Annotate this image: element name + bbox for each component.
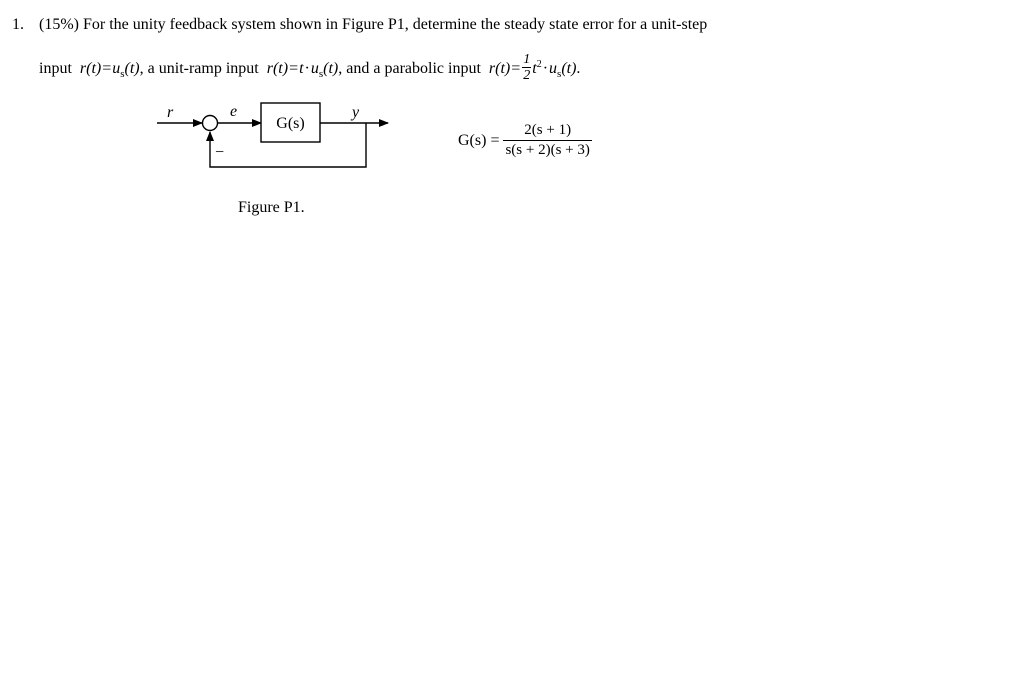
transfer-function-denominator: s(s + 2)(s + 3) [505, 142, 590, 158]
feedback-sign: − [215, 144, 225, 161]
parabolic-input-formula: r(t)= $\frac{1}{2}$ $t^2\cdot u_s(t)$ [488, 52, 577, 83]
ramp-input-formula: $r(t)=t\cdot u_s(t)$ [266, 60, 339, 81]
step-input-label: , a unit-ramp input [139, 60, 259, 78]
transfer-function-lhs: G(s) = [458, 131, 500, 149]
signal-r-label: r [167, 104, 174, 121]
problem-line-2 [39, 54, 580, 85]
ramp-input-label: , and a parabolic input [338, 60, 481, 78]
transfer-function-fraction [503, 121, 591, 160]
summing-junction [203, 116, 218, 131]
end-period: . [576, 60, 581, 78]
problem-text-line-1: For the unity feedback system shown in Figure P1, determine the steady state error for a unit-step [82, 16, 708, 33]
input-word: input [39, 60, 72, 78]
problem-number: 1. [12, 16, 24, 33]
one-half-fraction: $\frac{1}{2}$ [523, 52, 531, 83]
plant-block-label: G(s) [276, 115, 305, 132]
transfer-function [458, 121, 592, 160]
step-input-formula: $r(t)=u_s(t)$ [79, 60, 140, 81]
figure-caption: Figure P1. [238, 199, 305, 216]
problem-line-1 [12, 16, 707, 34]
signal-e-label: e [230, 103, 238, 120]
signal-y-label: y [352, 104, 360, 121]
problem-weight: (15%) [39, 16, 79, 33]
transfer-function-numerator: 2(s + 1) [503, 121, 591, 141]
feedback-block-diagram [150, 100, 400, 175]
